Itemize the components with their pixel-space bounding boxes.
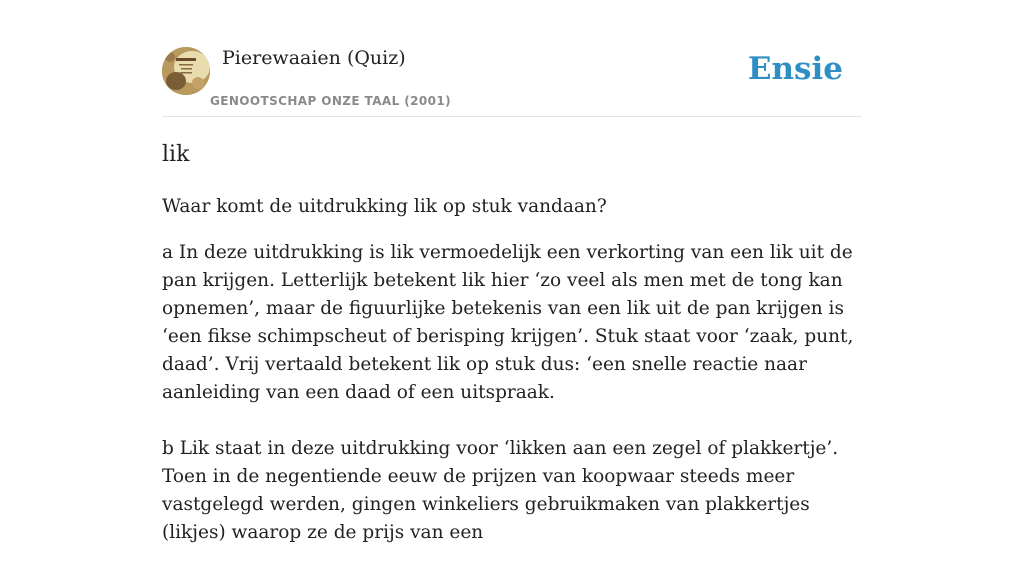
answer-paragraph: a In deze uitdrukking is lik vermoedelijk een verkorting van een lik uit de pan krijgen. Letterlijk betekent lik hier ‘zo veel als men met de tong kan opnemen’, maar de figuurlijke betekenis van een lik uit de pan krijgen is ‘een fikse schimpscheut of berisping krijgen’. Stuk staat voor ‘zaak, punt, daad’. Vrij vertaald betekent lik op stuk dus: ‘een snelle reactie naar aanleiding van een daad of een uitspraak.: [162, 242, 854, 403]
answer-paragraph: b Lik staat in deze uitdrukking voor ‘likken aan een zegel of plakkertje’. Toen in de negentiende eeuw de prijzen van koopwaar steeds meer vastgelegd werden, gingen winkeliers gebruikmaken van plakkertjes (likjes) waarop ze de prijs van een: [162, 438, 839, 543]
source-header: [162, 0, 862, 117]
page: [162, 0, 862, 543]
book-cover-icon: [162, 47, 210, 95]
source-title[interactable]: Pierewaaien (Quiz): [222, 47, 406, 69]
source-avatar[interactable]: [162, 47, 210, 95]
ensie-logo-link[interactable]: Ensie: [747, 51, 843, 87]
source-publisher: GENOOTSCHAP ONZE TAAL (2001): [210, 94, 451, 108]
entry-title: lik: [162, 142, 190, 167]
entry-question: Waar komt de uitdrukking lik op stuk vandaan?: [162, 196, 607, 217]
entry-body: [162, 239, 862, 575]
